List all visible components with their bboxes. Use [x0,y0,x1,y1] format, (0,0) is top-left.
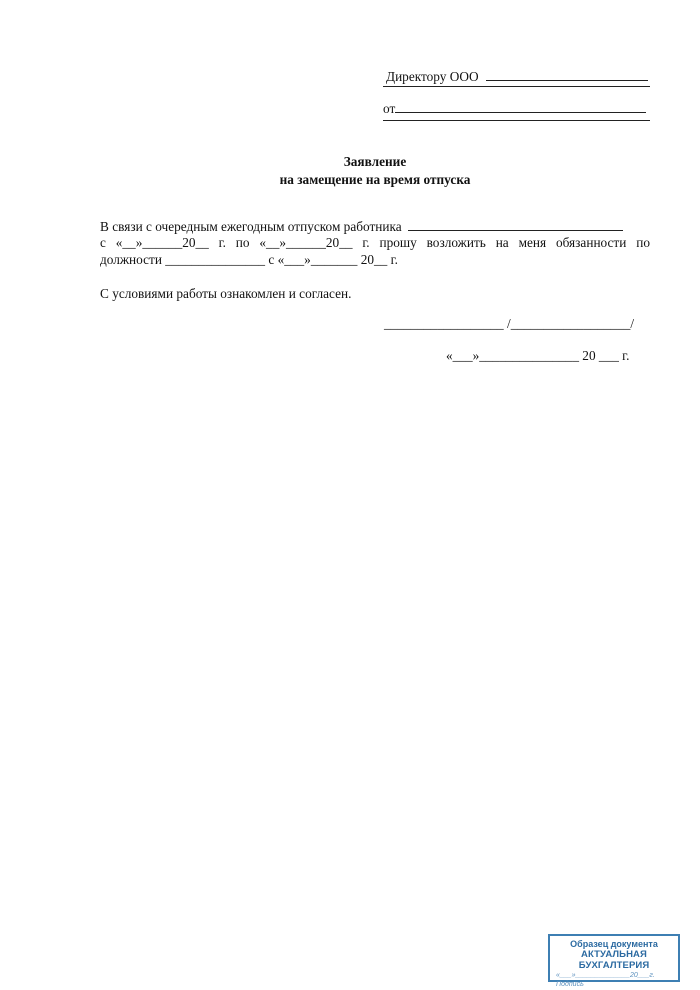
signature-line: __________________ /__________________/ [384,316,635,331]
body-word: «__»______20__ [259,235,353,250]
agreement-text: С условиями работы ознакомлен и согласен. [100,286,352,301]
body-word: прошу [379,235,417,250]
director-label: Директору ООО [386,69,479,84]
stamp-line-3: «___»______________20___г. [556,972,655,979]
body-word: возложить [426,235,486,250]
body-word: с [100,235,106,250]
body-word: по [235,235,250,250]
addressee-blank-line-2 [383,120,650,121]
body-word: г. [218,235,226,250]
sample-document-stamp [548,934,680,988]
date-line: «___»_______________ 20 ___ г. [446,348,630,363]
body-word: по [636,235,650,250]
body-line-1-text: В связи с очередным ежегодным отпуском работника [100,219,402,234]
director-blank [486,68,648,81]
from-blank [395,100,646,113]
stamp-line-4: Подпись [556,981,584,988]
document-subtitle: на замещение на время отпуска [279,172,471,187]
addressee-blank-line-1 [383,86,650,87]
body-line-1 [100,218,650,235]
body-word: обязанности [555,235,627,250]
body-line-3: должности _______________ с «___»_______ 20__ г. [100,252,398,267]
stamp-line-1: Образец документа [570,939,658,949]
addressee-from-line [383,100,646,117]
body-word: г. [362,235,370,250]
from-label: от [383,101,396,116]
body-word: на [495,235,509,250]
body-word: «__»______20__ [115,235,209,250]
document-title: Заявление [343,154,407,169]
stamp-line-2: АКТУАЛЬНАЯ БУХГАЛТЕРИЯ [578,949,650,971]
employee-blank [408,218,623,231]
addressee-director-line [386,68,648,85]
body-line-2 [100,235,650,251]
body-word: меня [518,235,547,250]
